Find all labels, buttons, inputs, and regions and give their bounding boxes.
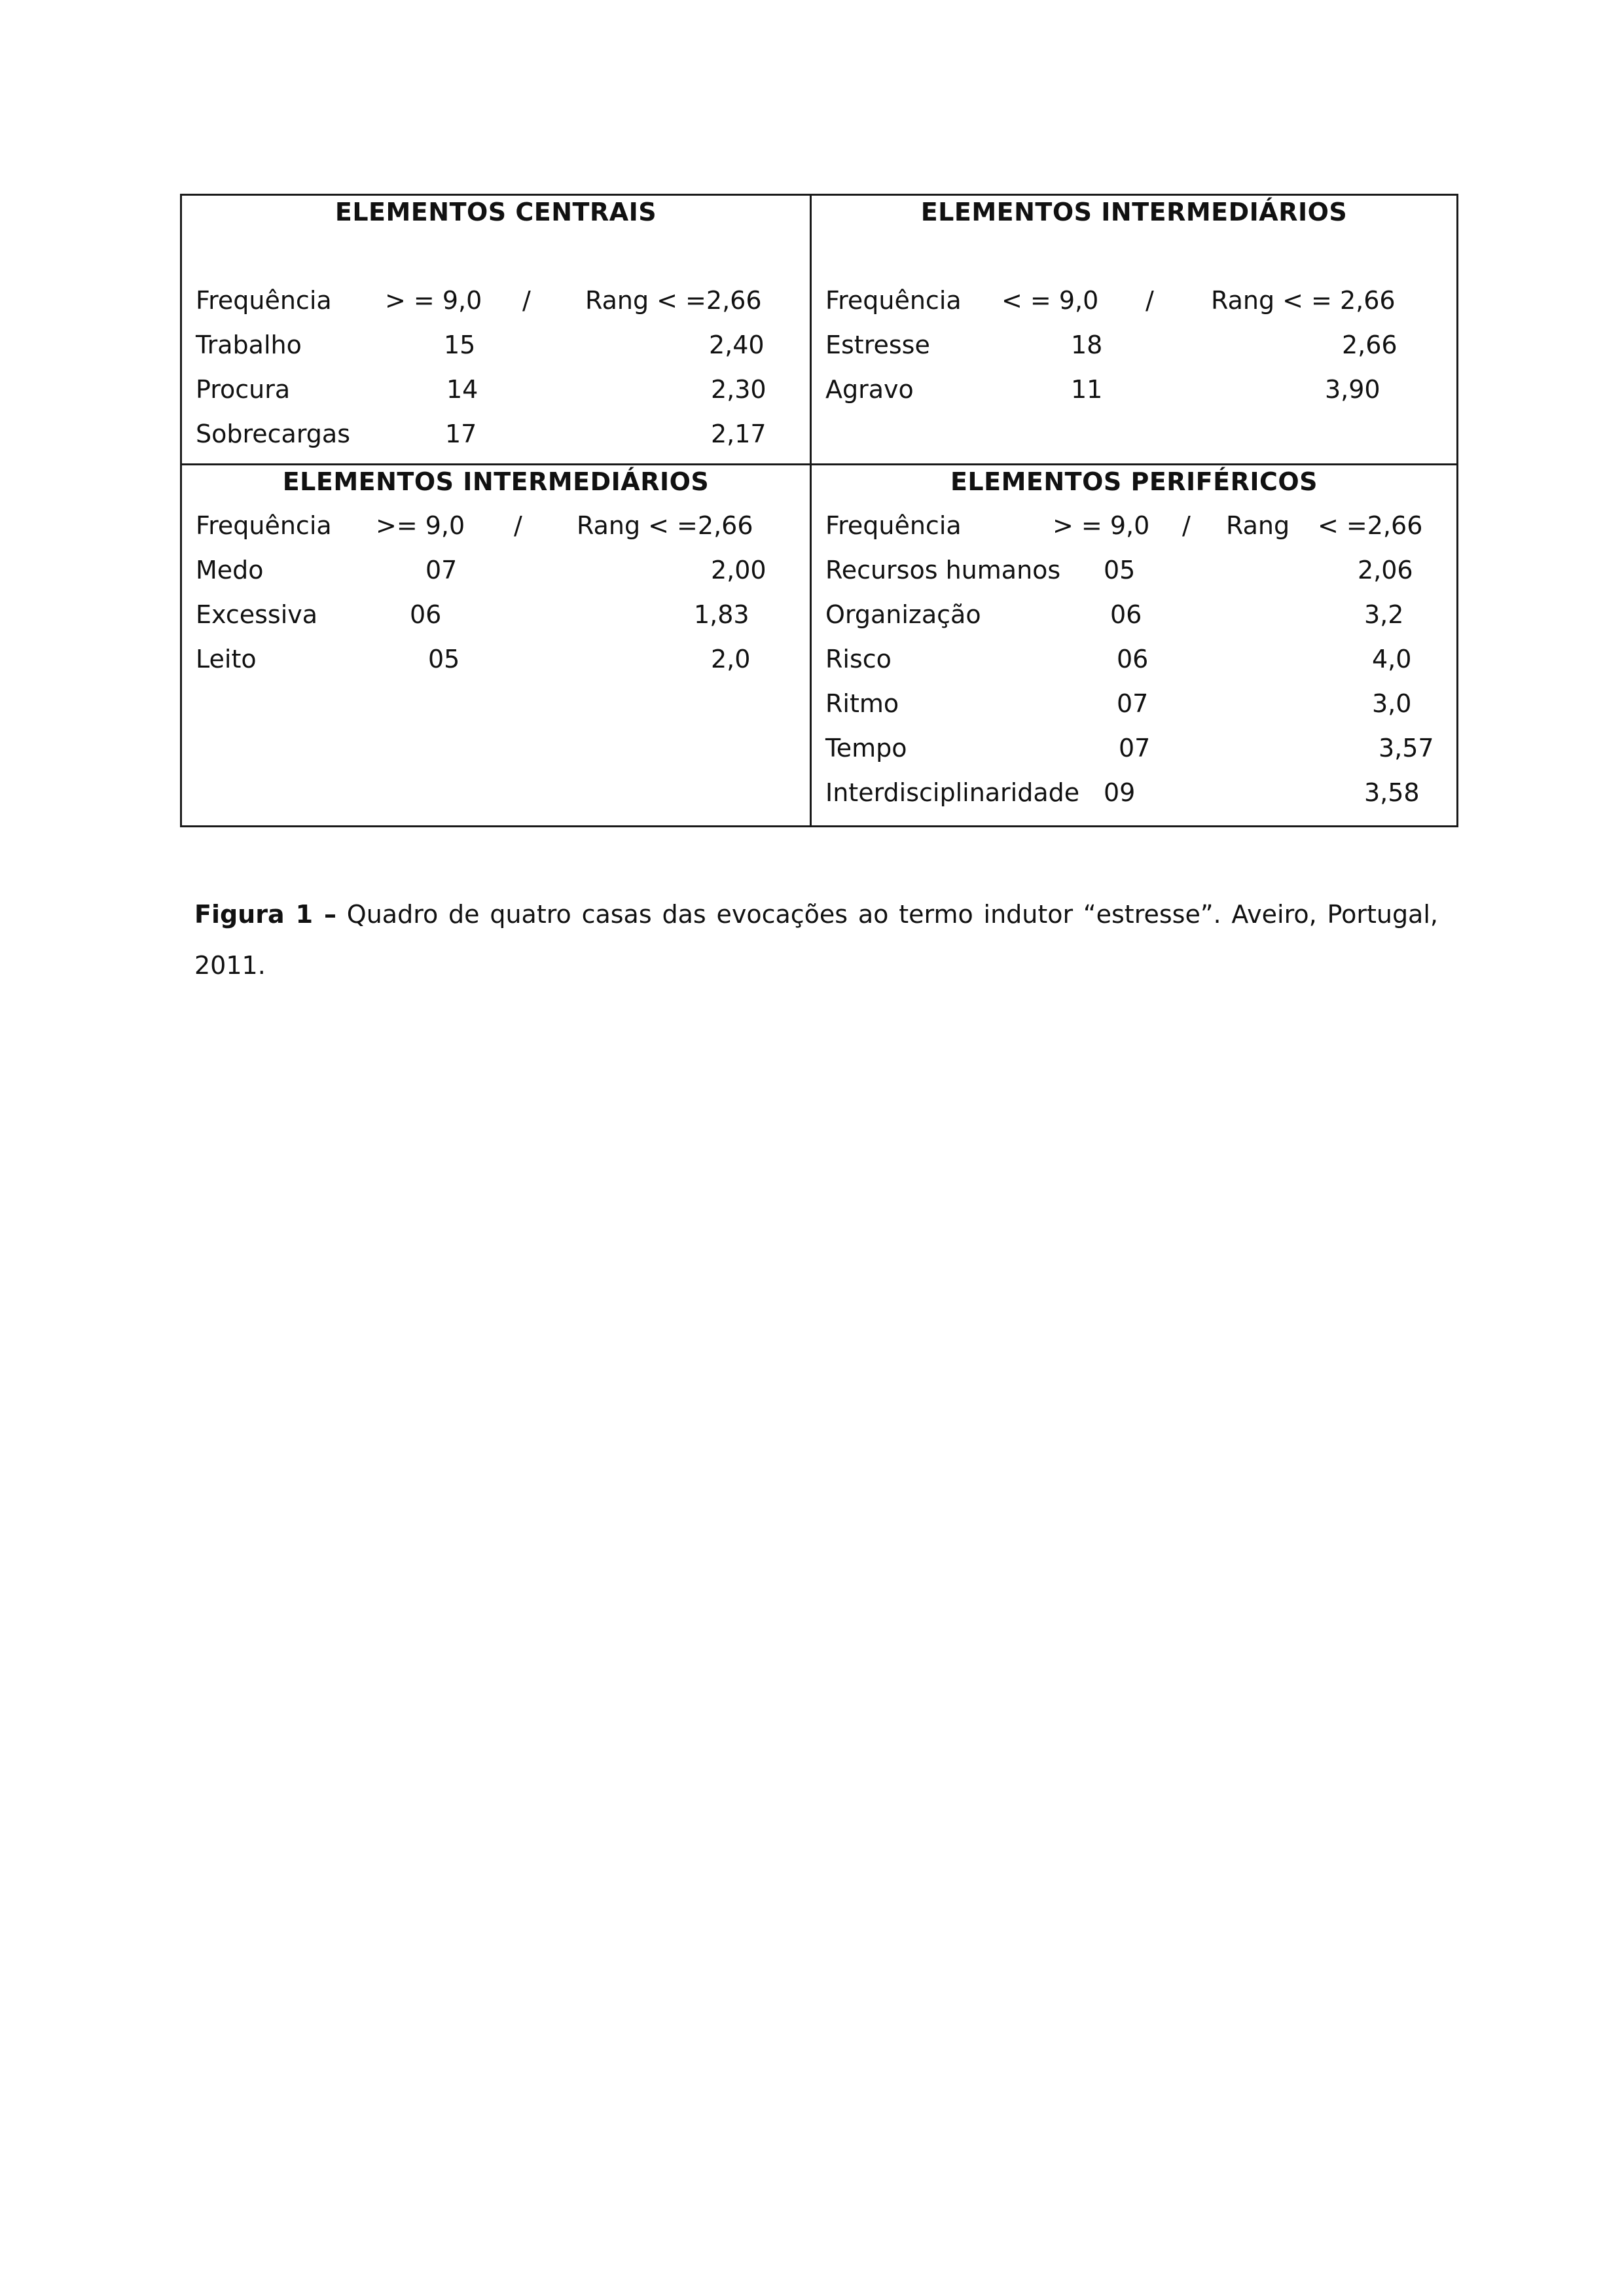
rang: 3,90 (1325, 375, 1380, 404)
term: Tempo (825, 734, 907, 762)
rang: 3,0 (1372, 689, 1412, 718)
criteria-rang: Rang < = 2,66 (1211, 286, 1396, 315)
table-row (182, 600, 810, 633)
table-row (812, 645, 1456, 677)
rang: 2,00 (711, 556, 767, 584)
term: Risco (825, 645, 892, 673)
term: Leito (196, 645, 257, 673)
frequency: 07 (1119, 734, 1151, 762)
quadrant-intermediate-elements-bottom (181, 465, 811, 827)
criteria-row (812, 286, 1456, 319)
table-row (182, 645, 810, 677)
rang: 4,0 (1372, 645, 1412, 673)
criteria-label: Frequência (825, 286, 962, 315)
criteria-rang-value: < =2,66 (1318, 511, 1423, 540)
table-row (182, 375, 810, 408)
rang: 2,66 (1342, 331, 1398, 359)
rang: 2,0 (711, 645, 751, 673)
criteria-frequency: >= 9,0 (376, 511, 465, 540)
quadrant-heading: ELEMENTOS PERIFÉRICOS (950, 467, 1318, 496)
criteria-separator: / (522, 286, 531, 315)
term: Excessiva (196, 600, 318, 629)
criteria-row (182, 511, 810, 544)
frequency: 15 (444, 331, 476, 359)
frequency: 06 (410, 600, 442, 629)
four-quadrant-table (180, 194, 1458, 827)
table-row (182, 331, 810, 363)
rang: 2,30 (711, 375, 767, 404)
rang: 3,57 (1379, 734, 1434, 762)
table-row (812, 734, 1456, 766)
quadrant-central-elements (181, 195, 811, 465)
table-row (812, 778, 1456, 811)
criteria-frequency: < = 9,0 (1001, 286, 1099, 315)
rang: 2,40 (709, 331, 765, 359)
criteria-row (182, 286, 810, 319)
quadrant-heading: ELEMENTOS INTERMEDIÁRIOS (920, 198, 1348, 226)
criteria-rang: Rang (1226, 511, 1290, 540)
term: Recursos humanos (825, 556, 1061, 584)
figure-caption-label: Figura 1 – (194, 900, 336, 929)
term: Ritmo (825, 689, 899, 718)
table-row (812, 689, 1456, 722)
frequency: 05 (1104, 556, 1136, 584)
rang: 3,58 (1364, 778, 1420, 807)
table-row (182, 420, 810, 452)
table-row (812, 331, 1456, 363)
term: Procura (196, 375, 291, 404)
term: Trabalho (196, 331, 302, 359)
table-row (182, 556, 810, 588)
figure-caption-text: Quadro de quatro casas das evocações ao termo indutor “estresse”. Aveiro, Portugal, 2011. (194, 900, 1438, 980)
frequency: 14 (446, 375, 478, 404)
quadrant-heading: ELEMENTOS INTERMEDIÁRIOS (282, 467, 710, 496)
frequency: 06 (1110, 600, 1142, 629)
term: Organização (825, 600, 981, 629)
criteria-label: Frequência (825, 511, 962, 540)
term: Interdisciplinaridade (825, 778, 1080, 807)
rang: 3,2 (1364, 600, 1404, 629)
table-row (812, 600, 1456, 633)
rang: 2,06 (1358, 556, 1413, 584)
frequency: 07 (425, 556, 458, 584)
criteria-row (812, 511, 1456, 544)
criteria-label: Frequência (196, 511, 332, 540)
criteria-frequency: > = 9,0 (1053, 511, 1150, 540)
rang: 2,17 (711, 420, 767, 448)
quadrant-peripheral-elements (811, 465, 1458, 827)
frequency: 11 (1071, 375, 1103, 404)
frequency: 18 (1071, 331, 1103, 359)
criteria-frequency: > = 9,0 (385, 286, 482, 315)
term: Sobrecargas (196, 420, 350, 448)
criteria-separator: / (1182, 511, 1191, 540)
criteria-rang: Rang < =2,66 (585, 286, 762, 315)
quadrant-intermediate-elements-top (811, 195, 1458, 465)
frequency: 05 (428, 645, 460, 673)
quadrant-heading: ELEMENTOS CENTRAIS (334, 198, 657, 226)
criteria-separator: / (514, 511, 522, 540)
term: Agravo (825, 375, 914, 404)
frequency: 09 (1104, 778, 1136, 807)
table-row (812, 556, 1456, 588)
figure-caption (194, 889, 1438, 991)
term: Medo (196, 556, 264, 584)
table-row (812, 375, 1456, 408)
frequency: 07 (1117, 689, 1149, 718)
criteria-separator: / (1146, 286, 1154, 315)
term: Estresse (825, 331, 930, 359)
frequency: 06 (1117, 645, 1149, 673)
criteria-rang: Rang < =2,66 (577, 511, 753, 540)
rang: 1,83 (694, 600, 749, 629)
criteria-label: Frequência (196, 286, 332, 315)
frequency: 17 (445, 420, 477, 448)
